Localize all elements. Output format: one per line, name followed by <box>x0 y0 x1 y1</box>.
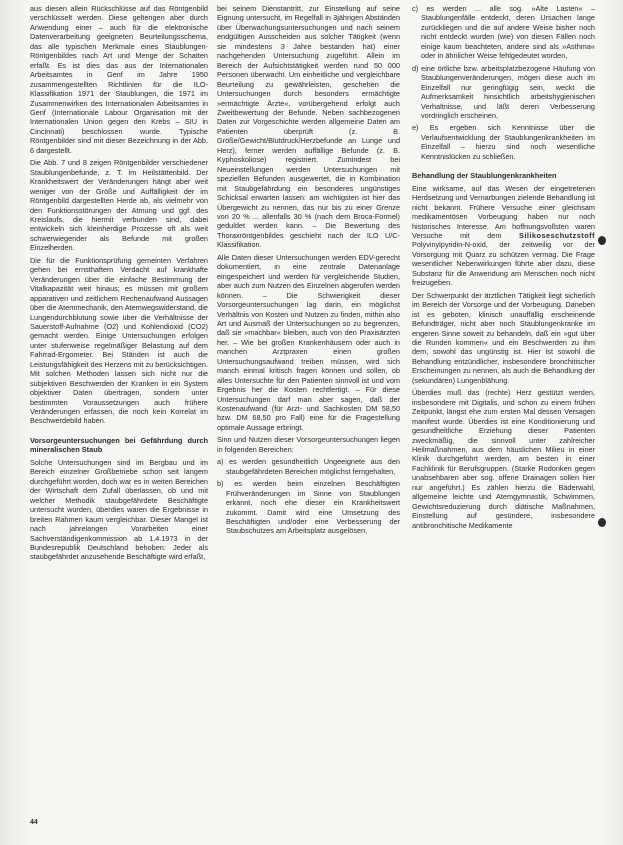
paragraph: Überdies muß das (rechte) Herz gestützt werden, insbesondere mit Digitalis, und schon zu einem frühen Zeitpunkt, längst ehe zum ersten Mal dessen Versagen manifest wurde. Überdies ist eine Konditionierung und gesundheitliche Erziehung dieser Patienten zweckmäßig, die sinnvoll unter zahlreicher Heilmaßnahmen, aus dem häuslichen Milieu in einer Klinik durchgeführt werden, am besten in einer Fachklinik für Berufsgruppen. (Starke Rodonken gegen unabsehbaren aber sog. offene Drainagen sollen hier nur angeführt.) Es zählen hierzu die Bäderwahl, allgemeine leichte und Atemgymnastik, Schwimmen, Gewichtsreduzierung durch diätische Maßnahmen, Einstellung auf gesündere, insbesondere antibronchitische Medikamente <box>412 388 595 530</box>
list-item: e) Es ergeben sich Kenntnisse über die Verlaufsentwicklung der Staublungenkrankheiten im Einzelfall – hierzu sind noch wesentliche Kenntnislücken zu schließen. <box>412 123 595 161</box>
section-heading: Behandlung der Staublungenkrankheiten <box>412 171 557 181</box>
paragraph: Alle Daten dieser Untersuchungen werden EDV-gerecht dokumentiert, in eine zentrale Datenanlage eingespeichert und werden für vergleichende Studien, aber auch zum Nutzen des Einzelnen abgerufen werden können. – Die Schwierigkeit dieser Vorsorgeuntersuchungen lag darin, ein möglichst Verhältnis von Kosten und Nutzen zu finden, mithin also Art und Ausmaß der Untersuchungen so zu begrenzen, daß sie »machbar« bleiben, auch von den Praxisärzten her. – Wie bei großen Krankenhäusern oder auch in manchen Arztpraxen einen großen Untersuchungsaufwand treiben müssen, wird sich manch einmal kritisch fragen können und sollen, ob alles Untersuchte für den Patienten sinnvoll ist und vom Ergebnis her die Kosten rechtfertigt. – Für diese Untersuchungen darf man aber sagen, daß der Kostenaufwand (für Arzt- und Sachkosten DM 58,50 bzw. DM 68,50 pro Fall) eine für die Fragestellung optimale Aussage erbringt. <box>217 252 400 432</box>
paragraph-text: Eine wirksame, auf das Wesen der eingetretenen Herdsetzung und Vernarbungen zielende Behandlung ist nicht bekannt. Frühere Versuche einer gleichsam medikamentösen Vorbeugung haben nur noch historisches Interesse. Am hoffnungsvollsten waren Versuche mit dem <box>412 183 595 241</box>
section-heading: Vorsorgeuntersuchungen bei Gefährdung durch mineralischen Staub <box>30 435 208 455</box>
page-number: 44 <box>30 819 38 826</box>
paragraph: aus diesen allein Rückschlüsse auf das Röntgenbild verschlüsselt werden. Diese geltengen aber durch Anwendung einer – auch für die elektronische Datenverarbeitung geeigneten Beurteilungsschema, das alle typischen Merkmale eines Staublungen-Röntgenbildes nach Art und Menge der Schatten erfaßt. Es ist dies das aus der Internationalen Arbeitsamtes in Genf im Jahre 1950 zusammengestellten Richtlinien für die ILO-Klassifikation 1971 der Staublungen, die 1971 im Zusammenwirken des Internationalen Arbeitsamtes in Genf (Internationale Labour Organisation mit der Internationalen Union gegen den Krebs – SIU in Cincinnati) beschlossen wurde. Typische Röntgenbilder sind mit dieser Bezeichnung in der Abb. 6 dargestellt. <box>30 4 208 155</box>
column-1 <box>30 4 208 565</box>
paragraph: Der Schwerpunkt der ärztlichen Tätigkeit liegt sicherlich im Bereich der Vorsorge und der Vorbeugung. Daneben ist es geboten, klinisch unauffällig erscheinende Befundträger, nicht aber noch Staublungenkranke im engeren Sinne soweit zu behandeln, daß ein »gut über die Runden kommen« und ein Beschwerden zu ihm dem, sowohl das ungünstig ist. Hier ist sowohl die Behandlung entzündlicher, insbesondere bronchitischer Erscheinungen zu nennen, als auch die Behandlung der (sekundären) Lungenblähung. <box>412 290 595 385</box>
paragraph: bei seinem Dienstantritt, zur Einstellung auf seine Eignung untersucht, im Regelfall in 3jährigen Abständen über Überwachungsuntersuchungen und nach seinem endgültigen Ausscheiden aus solcher Tätigkeit (wenn sie mindestens 3 Jahre bestanden hat) einer nachgehenden Untersuchung zugeführt. Allein im Bereich der Aufsichtstätigkeit werden rund 50 000 Personen überwacht. Um einheitliche und vergleichbare Beurteilung zu gewährleisten, geschehen die Untersuchungen durch besonders ermächtigte »ermächtigte Ärzte«, vorübergehend erfolgt auch Zweitbewertung der Befunde. Neben sachbezogenen Daten zur Vorgeschichte werden allgemeine Daten am Patienten überprüft (z. B. Größe/Gewicht/Blutdruck/Herzbefunde an Lunge und Herz), ferner werden auffällige Befunde (z. B. Kyphoskoliose) registriert. Zumindest bei Neueinstellungen werden Untersuchungen mit speziellen Befunden ausgewertet, die in Kombination mit Staubgefährdung ein besonderes ungünstiges Schicksal erwarten lassen: am wichtigsten ist hier das Übergewicht zu nennen, das nur bis zu einer Grenze von 20 % ... allenfalls 30 % (nach dem Broca-Formel) geduldet werden kann. – Die Bewertung des Thoraxröntgenbildes geschieht nach der ILO U/C-Klassifikation. <box>217 4 400 250</box>
benefits-list <box>217 457 400 536</box>
paragraph-text: Polyvinylpyridin-N-oxid, der zeitweilig vor der Vorsorgung mit Quarz zu schützen vermag. Die Frage wesentlicher Nebenwirkungen führte aber dazu, diese Substanz für die Anwendung am Menschen noch nicht freizugeben. <box>412 240 595 288</box>
emphasized-term: Silikoseschutzstoff <box>519 231 596 241</box>
list-item: a) es werden gesundheitlich Ungeeignete aus den staubgefährdeten Bereichen möglichst ferngehalten, <box>217 457 400 476</box>
column-2 <box>217 4 400 539</box>
paragraph <box>412 184 595 288</box>
paragraph: Die für die Funktionsprüfung gemeinten Verfahren gehen bei ernsthaftem Verdacht auf krankhafte Veränderungen über die einfache Bestimmung der Vitalkapazität weit hinaus; es müssen mit großem apparativen und zeitlichem Rechenaufwand Aussagen über die Atemmechanik, den Atemwegswiderstand, die Lungendurchblutung sowie über die Verhältnisse der Sauerstoff-Aufnahme (O2) und Kohlendioxid (CO2) gemacht werden. Einige Untersuchungen erfolgen unter stufenweise regelmäßiger Belastung auf dem Fahrrad-Ergometer. Bei Ständen ist auch die Leistungsfähigkeit des Herzens mit zu berücksichtigen. Mit solchen Methoden lassen sich nicht nur die subjektiven Beschwerden der Kranken in ein System objektiver Daten übertragen, sondern unter bestimmten Voraussetzungen auch frühere Veränderungen erfassen, die noch kein Korrelat im Beschwerdebild haben. <box>30 255 208 426</box>
binder-hole-mark <box>598 236 606 245</box>
paragraph: Solche Untersuchungen sind im Bergbau und im Bereich einzelner Großbetriebe schon seit langem durchgeführt worden, doch war es in weiten Bereichen der Wirtschaft dem Zufall überlassen, ob und mit welcher Methodik staubgefährdete Beschäftigte untersucht wurden, überdies waren die Ergebnisse in breiten Rahmen kaum vergleichbar. Dieser Mangel ist nach jahrelangen Vorarbeiten einer Sachverständigenkommission ab 1.4.1973 in der Bundesrepublik Deutschland behoben: Jeder als staubgefährdet anzusehende Beschäftigte wird erfaßt, <box>30 457 208 562</box>
binder-hole-mark <box>598 518 606 527</box>
column-3 <box>412 4 595 533</box>
paragraph: Die Abb. 7 und 8 zeigen Röntgenbilder verschiedener Staublungenbefunde, z. T. im Heilstättenbild. Der Krankheitswert der Veränderungen hängt aber weit weniger von der Größe und Auffälligkeit der im Röntgenbild dargestellten Herde ab, als vielmehr von den Funktionsstörungen der Atmung und ggf. des Kreislaufs, die hiermit verbunden sind, dabei entwickeln sich kleinherdige Prozesse oft als weit schwerwiegender als Befunde mit großen Einzelherden. <box>30 158 208 253</box>
list-item: d) eine örtliche bzw. arbeitsplatzbezogene Häufung von Staublungenveränderungen, mögen diese auch im Einzelfall nur geringfügig sein, weckt die Aufmerksamkeit hinsichtlich arbeitshygienischen Verhaltnisse, und läßt deren Verbesserung vordringlich erscheinen, <box>412 63 595 120</box>
list-item: b) es werden beim einzelnen Beschäftigten Frühveränderungen im Sinne von Staublungen erkannt, noch ehe dieser ein Krankheitswert zukommt. Damit wird eine Umsetzung des Beschäftigten und/oder eine Verbesserung der Staubschutzes am Arbeitsplatz ausgelösen, <box>217 479 400 536</box>
paragraph: Sinn und Nutzen dieser Vorsorgeuntersuchungen liegen in folgenden Bereichen: <box>217 435 400 454</box>
list-item: c) es werden ... alle sog. »Alte Lasten« – Staublungenfälle entdeckt, deren Ursachen lange zurückliegen und die auf andere Weise bisher noch nicht entdeckt wurden (wie) von diesen Fällen noch einige kaum beachteten, andere sind als »Asthma« oder in ähnlicher Weise fehlgedeutet worden, <box>412 4 595 61</box>
benefits-list-continued <box>412 4 595 161</box>
